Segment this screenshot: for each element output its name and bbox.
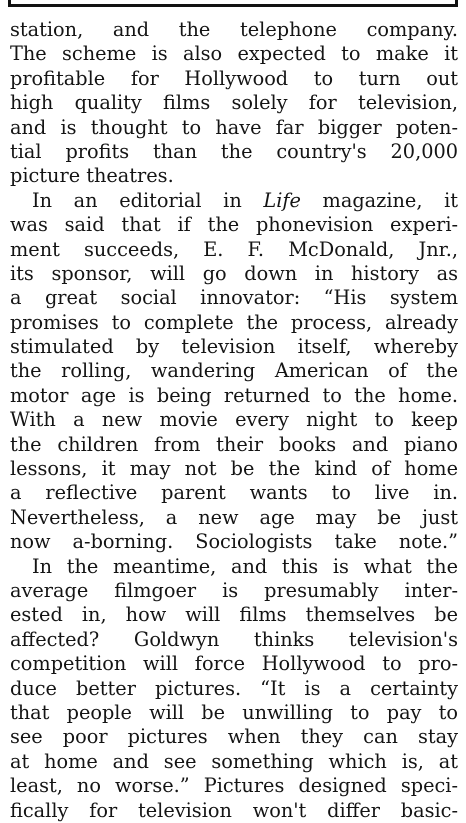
text-line — [10, 189, 458, 213]
text-line: promises to complete the process, already — [10, 310, 458, 334]
text-line: ment succeeds, E. F. McDonald, Jnr., — [10, 237, 458, 261]
text-fragment: In an editorial in — [32, 188, 264, 212]
text-line: profitable for Hollywood to turn out — [10, 66, 458, 90]
text-line: affected? Goldwyn thinks television's — [10, 627, 458, 651]
text-line: In the meantime, and this is what the — [32, 554, 458, 578]
text-line: was said that if the phonevision experi- — [10, 213, 458, 237]
paragraph-1 — [10, 18, 458, 189]
text-line: the rolling, wandering American of the — [10, 359, 458, 383]
text-line: duce better pictures. “It is a certainty — [10, 676, 458, 700]
text-line: high quality films solely for television, — [10, 91, 458, 115]
top-frame-rule — [8, 0, 458, 7]
text-line: see poor pictures when they can stay — [10, 725, 458, 749]
text-line: that people will be unwilling to pay to — [10, 700, 458, 724]
text-line: picture theatres. — [10, 164, 174, 188]
paragraph-2 — [10, 189, 458, 555]
text-line: With a new movie every night to keep — [10, 408, 458, 432]
text-line: station, and the telephone company. — [10, 18, 458, 41]
text-line: average filmgoer is presumably inter- — [10, 578, 458, 602]
text-line: tial profits than the country's 20,000 — [10, 139, 458, 163]
text-line: Nevertheless, a new age may be just — [10, 505, 458, 529]
text-line: the children from their books and piano — [10, 432, 458, 456]
text-line: a great social innovator: “His system — [10, 286, 458, 310]
text-line: its sponsor, will go down in history as — [10, 261, 458, 285]
text-line: a reflective parent wants to live in. — [10, 481, 458, 505]
article-column — [10, 18, 458, 823]
text-line: lessons, it may not be the kind of home — [10, 457, 458, 481]
text-line: least, no worse.” Pictures designed speci- — [10, 774, 458, 798]
text-fragment: magazine, it — [300, 188, 458, 212]
magazine-title: Life — [263, 188, 301, 212]
text-line: now a-borning. Sociologists take note.” — [10, 530, 458, 554]
text-line: stimulated by television itself, whereby — [10, 335, 458, 359]
text-line: at home and see something which is, at — [10, 749, 458, 773]
text-line: ested in, how will films themselves be — [10, 603, 458, 627]
paragraph-3 — [10, 555, 458, 823]
text-line: The scheme is also expected to make it — [10, 42, 458, 66]
text-line: competition will force Hollywood to pro- — [10, 652, 458, 676]
text-line: motor age is being returned to the home. — [10, 383, 458, 407]
text-line: and is thought to have far bigger poten- — [10, 115, 458, 139]
text-line: fically for television won't differ basic- — [10, 798, 458, 822]
